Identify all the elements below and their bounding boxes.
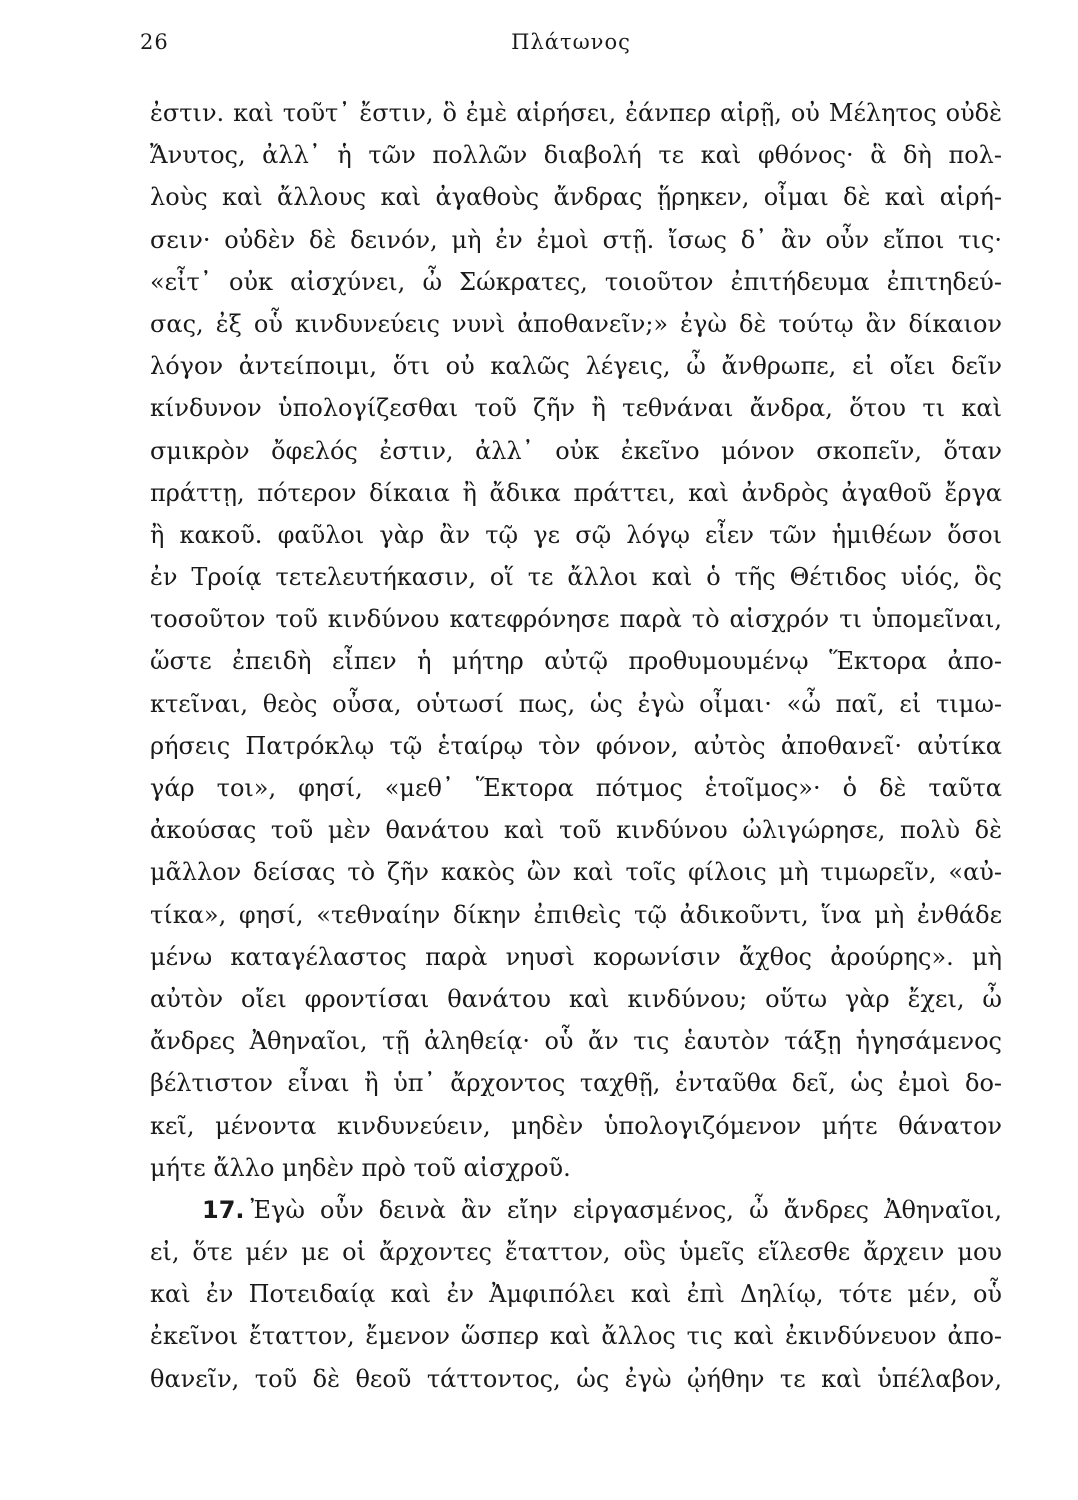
text-line: σειν· οὐδὲν δὲ δεινόν, μὴ ἐν ἐμοὶ στῇ. ἴσως δ᾽ ἂν οὖν εἴποι τις·: [150, 225, 1002, 254]
text-line: γάρ τοι», φησί, «μεθ᾽ Ἕκτορα πότμος ἑτοῖμος»· ὁ δὲ ταῦτα: [150, 774, 1002, 802]
page-number: 26: [140, 30, 169, 54]
running-head: Πλάτωνος: [511, 30, 631, 54]
text-line: ἐκεῖνοι ἔταττον, ἔμενον ὥσπερ καὶ ἄλλος τις καὶ ἐκινδύνευον ἀπο-: [150, 1322, 1002, 1351]
text-line: ἢ κακοῦ. φαῦλοι γὰρ ἂν τῷ γε σῷ λόγῳ εἶεν τῶν ἡμιθέων ὅσοι: [150, 520, 1002, 549]
text-line: ἐν Τροίᾳ τετελευτήκασιν, οἵ τε ἄλλοι καὶ ὁ τῆς Θέτιδος υἱός, ὃς: [150, 563, 1002, 592]
text-line: βέλτιστον εἶναι ἢ ὑπ᾽ ἄρχοντος ταχθῇ, ἐνταῦθα δεῖ, ὡς ἐμοὶ δο-: [150, 1069, 1002, 1098]
paragraph-2: [150, 1189, 1002, 1400]
text-line: τοσοῦτον τοῦ κινδύνου κατεφρόνησε παρὰ τὸ αἰσχρόν τι ὑπομεῖναι,: [150, 605, 1002, 634]
text-line: «εἶτ᾽ οὐκ αἰσχύνει, ὦ Σώκρατες, τοιοῦτον ἐπιτήδευμα ἐπιτηδεύ-: [150, 267, 1002, 296]
text-line: λόγον ἀντείποιμι, ὅτι οὐ καλῶς λέγεις, ὦ ἄνθρωπε, εἰ οἴει δεῖν: [150, 352, 1002, 381]
text-line: κίνδυνον ὑπολογίζεσθαι τοῦ ζῆν ἢ τεθνάναι ἄνδρα, ὅτου τι καὶ: [150, 394, 1002, 423]
paragraph-1: [150, 92, 1002, 1189]
text-line: κτεῖναι, θεὸς οὖσα, οὑτωσί πως, ὡς ἐγὼ οἶμαι· «ὦ παῖ, εἰ τιμω-: [150, 689, 1002, 718]
text-line: [150, 1189, 1002, 1231]
body-text: [150, 92, 1002, 1400]
text-line: αὐτὸν οἴει φροντίσαι θανάτου καὶ κινδύνου; οὕτω γὰρ ἔχει, ὦ: [150, 984, 1002, 1013]
text-line: ἀκούσας τοῦ μὲν θανάτου καὶ τοῦ κινδύνου ὠλιγώρησε, πολὺ δὲ: [150, 816, 1002, 845]
text-line: κεῖ, μένοντα κινδυνεύειν, μηδὲν ὑπολογιζόμενον μήτε θάνατον: [150, 1111, 1002, 1140]
text-line: Ἄνυτος, ἀλλ᾽ ἡ τῶν πολλῶν διαβολή τε καὶ φθόνος· ἃ δὴ πολ-: [150, 141, 1002, 170]
section-number: 17.: [202, 1195, 245, 1224]
text-line-content: Ἐγὼ οὖν δεινὰ ἂν εἴην εἰργασμένος, ὦ ἄνδρες Ἀθηναῖοι,: [250, 1195, 1002, 1224]
page-header: [140, 30, 1002, 60]
text-line: τίκα», φησί, «τεθναίην δίκην ἐπιθεὶς τῷ ἀδικοῦντι, ἵνα μὴ ἐνθάδε: [150, 900, 1002, 929]
text-line: λοὺς καὶ ἄλλους καὶ ἀγαθοὺς ἄνδρας ᾕρηκεν, οἶμαι δὲ καὶ αἱρή-: [150, 183, 1002, 212]
text-line: ρήσεις Πατρόκλῳ τῷ ἑταίρῳ τὸν φόνον, αὐτὸς ἀποθανεῖ· αὐτίκα: [150, 731, 1002, 760]
text-line: ἄνδρες Ἀθηναῖοι, τῇ ἀληθείᾳ· οὗ ἄν τις ἑαυτὸν τάξῃ ἡγησάμενος: [150, 1027, 1002, 1056]
text-line: μένω καταγέλαστος παρὰ νηυσὶ κορωνίσιν ἄχθος ἀρούρης». μὴ: [150, 942, 1002, 971]
text-line: σμικρὸν ὄφελός ἐστιν, ἀλλ᾽ οὐκ ἐκεῖνο μόνον σκοπεῖν, ὅταν: [150, 436, 1002, 465]
text-line: πράττῃ, πότερον δίκαια ἢ ἄδικα πράττει, καὶ ἀνδρὸς ἀγαθοῦ ἔργα: [150, 478, 1002, 507]
text-line: ἐστιν. καὶ τοῦτ᾽ ἔστιν, ὃ ἐμὲ αἱρήσει, ἐάνπερ αἱρῇ, οὐ Μέλητος οὐδὲ: [150, 99, 1002, 127]
text-line: θανεῖν, τοῦ δὲ θεοῦ τάττοντος, ὡς ἐγὼ ᾠήθην τε καὶ ὑπέλαβον,: [150, 1364, 1002, 1393]
text-line: σας, ἐξ οὗ κινδυνεύεις νυνὶ ἀποθανεῖν;» ἐγὼ δὲ τούτῳ ἂν δίκαιον: [150, 309, 1002, 338]
text-line: μήτε ἄλλο μηδὲν πρὸ τοῦ αἰσχροῦ.: [150, 1153, 571, 1182]
text-line: εἰ, ὅτε μέν με οἱ ἄρχοντες ἔταττον, οὓς ὑμεῖς εἵλεσθε ἄρχειν μου: [150, 1238, 1002, 1267]
text-line: καὶ ἐν Ποτειδαίᾳ καὶ ἐν Ἀμφιπόλει καὶ ἐπὶ Δηλίῳ, τότε μέν, οὗ: [150, 1280, 1002, 1309]
text-line: ὥστε ἐπειδὴ εἶπεν ἡ μήτηρ αὐτῷ προθυμουμένῳ Ἕκτορα ἀπο-: [150, 647, 1002, 676]
text-line: μᾶλλον δείσας τὸ ζῆν κακὸς ὢν καὶ τοῖς φίλοις μὴ τιμωρεῖν, «αὐ-: [150, 858, 1002, 887]
